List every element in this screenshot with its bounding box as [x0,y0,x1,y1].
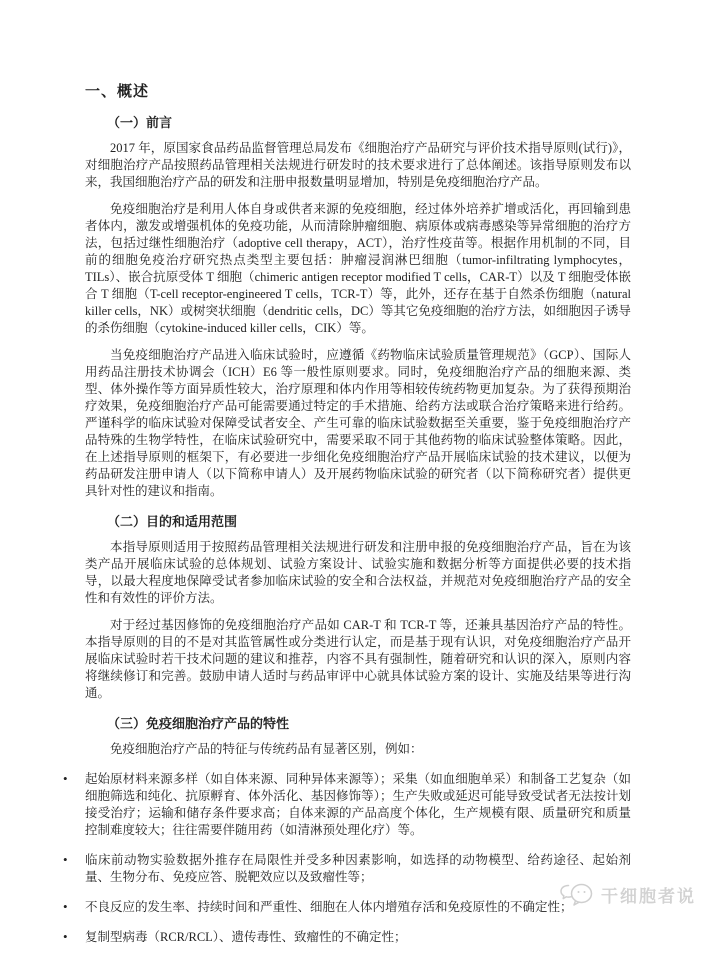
bullet-icon: • [63,899,68,914]
watermark [559,881,696,907]
paragraph: 免疫细胞治疗是利用人体自身或供者来源的免疫细胞，经过体外培养扩增或活化，再回输到患者体内，激发或增强机体的免疫功能，从而清除肿瘤细胞、病原体或病毒感染等异常细胞的治疗方法，包括过继性细胞治疗（adoptive cell therapy，ACT），治疗性疫苗等。根据作用机制的不同，目前的细胞免疫治疗研究热点类型主要包括：肿瘤浸润淋巴细胞（tumor-infiltrating lymphocytes，TILs）、嵌合抗原受体 T 细胞（chimeric antigen receptor modified T cells，CAR-T）以及 T 细胞受体嵌合 T 细胞（T-cell receptor-engineered T cells，TCR-T）等，此外，还存在基于自然杀伤细胞（natural killer cells，NK）或树突状细胞（dendritic cells，DC）等其它免疫细胞的治疗方法，如细胞因子诱导的杀伤细胞（cytokine-induced killer cells，CIK）等。 [85,202,631,335]
list-item-text: 起始原材料来源多样（如自体来源、同种异体来源等）；采集（如血细胞单采）和制备工艺复杂（如细胞筛选和纯化、抗原孵育、体外活化、基因修饰等）；生产失败或延迟可能导致受试者无法按计划接受治疗；运输和储存条件要求高；自体来源的产品高度个体化，生产规模有限、质量研究和质量控制难度较大；往往需要伴随用药（如清淋预处理化疗）等。 [85,772,631,837]
list-item-text: 复制型病毒（RCR/RCL）、遗传毒性、致瘤性的不确定性； [85,930,407,944]
paragraph: 2017 年，原国家食品药品监督管理总局发布《细胞治疗产品研究与评价技术指导原则(试行)》，对细胞治疗产品按照药品管理相关法规进行研发时的技术要求进行了总体阐述。该指导原则发布以来，我国细胞治疗产品的研发和注册申报数量明显增加，特别是免疫细胞治疗产品。 [85,141,631,189]
chat-bubbles-icon [559,881,595,907]
section-heading-preface: （一）前言 [107,115,173,130]
list-item-text: 不良反应的发生率、持续时间和严重性、细胞在人体内增殖存活和免疫原性的不确定性； [85,900,573,914]
characteristics-list [63,771,631,946]
list-item [63,899,631,916]
bullet-icon: • [63,929,68,944]
paragraph: 当免疫细胞治疗产品进入临床试验时，应遵循《药物临床试验质量管理规范》（GCP）、国际人用药品注册技术协调会（ICH）E6 等一般性原则要求。同时，免疫细胞治疗产品的细胞来源、类型、体外操作等方面异质性较大，治疗原理和体内作用等相较传统药物更加复杂。为了获得预期治疗效果，免疫细胞治疗产品可能需要通过特定的手术措施、给药方法或联合治疗策略来进行给药。严谨科学的临床试验对保障受试者安全、产生可靠的临床试验数据至关重要，鉴于免疫细胞治疗产品特殊的生物学特性，在临床试验研究中，需要采取不同于其他药物的临床试验整体策略。因此，在上述指导原则的框架下，有必要进一步细化免疫细胞治疗产品开展临床试验的技术建议，以便为药品研发注册申请人（以下简称申请人）及开展药物临床试验的研究者（以下简称研究者）提供更具针对性的建议和指南。 [85,348,631,498]
paragraph: 本指导原则适用于按照药品管理相关法规进行研发和注册申报的免疫细胞治疗产品，旨在为该类产品开展临床试验的总体规划、试验方案设计、试验实施和数据分析等方面提供必要的技术指导，以最大程度地保障受试者参加临床试验的安全和合法权益，并规范对免疫细胞治疗产品的安全性和有效性的评价方法。 [85,540,631,605]
paragraph: 对于经过基因修饰的免疫细胞治疗产品如 CAR-T 和 TCR-T 等，还兼具基因治疗产品的特性。本指导原则的目的不是对其监管属性或分类进行认定，而是基于现有认识，对免疫细胞治疗产品开展临床试验时若干技术问题的建议和推荐，内容不具有强制性，随着研究和认识的深入，原则内容将继续修订和完善。鼓励申请人适时与药品审评中心就具体试验方案的设计、实施及结果等进行沟通。 [85,618,631,700]
list-item [63,771,631,839]
document-content [63,80,631,959]
list-item [63,929,631,946]
list-item-text: 临床前动物实验数据外推存在局限性并受多种因素影响，如选择的动物模型、给药途径、起始剂量、生物分布、免疫应答、脱靶效应以及致瘤性等； [85,853,631,884]
list-item [63,852,631,886]
section-heading-product-characteristics: （三）免疫细胞治疗产品的特性 [107,716,290,731]
bullet-icon: • [63,771,68,786]
chapter-title: 一、概述 [85,84,150,100]
watermark-text: 干细胞者说 [601,886,696,906]
bullet-icon: • [63,852,68,867]
section-heading-purpose-scope: （二）目的和适用范围 [107,514,238,529]
paragraph: 免疫细胞治疗产品的特征与传统药品有显著区别，例如： [110,742,423,756]
